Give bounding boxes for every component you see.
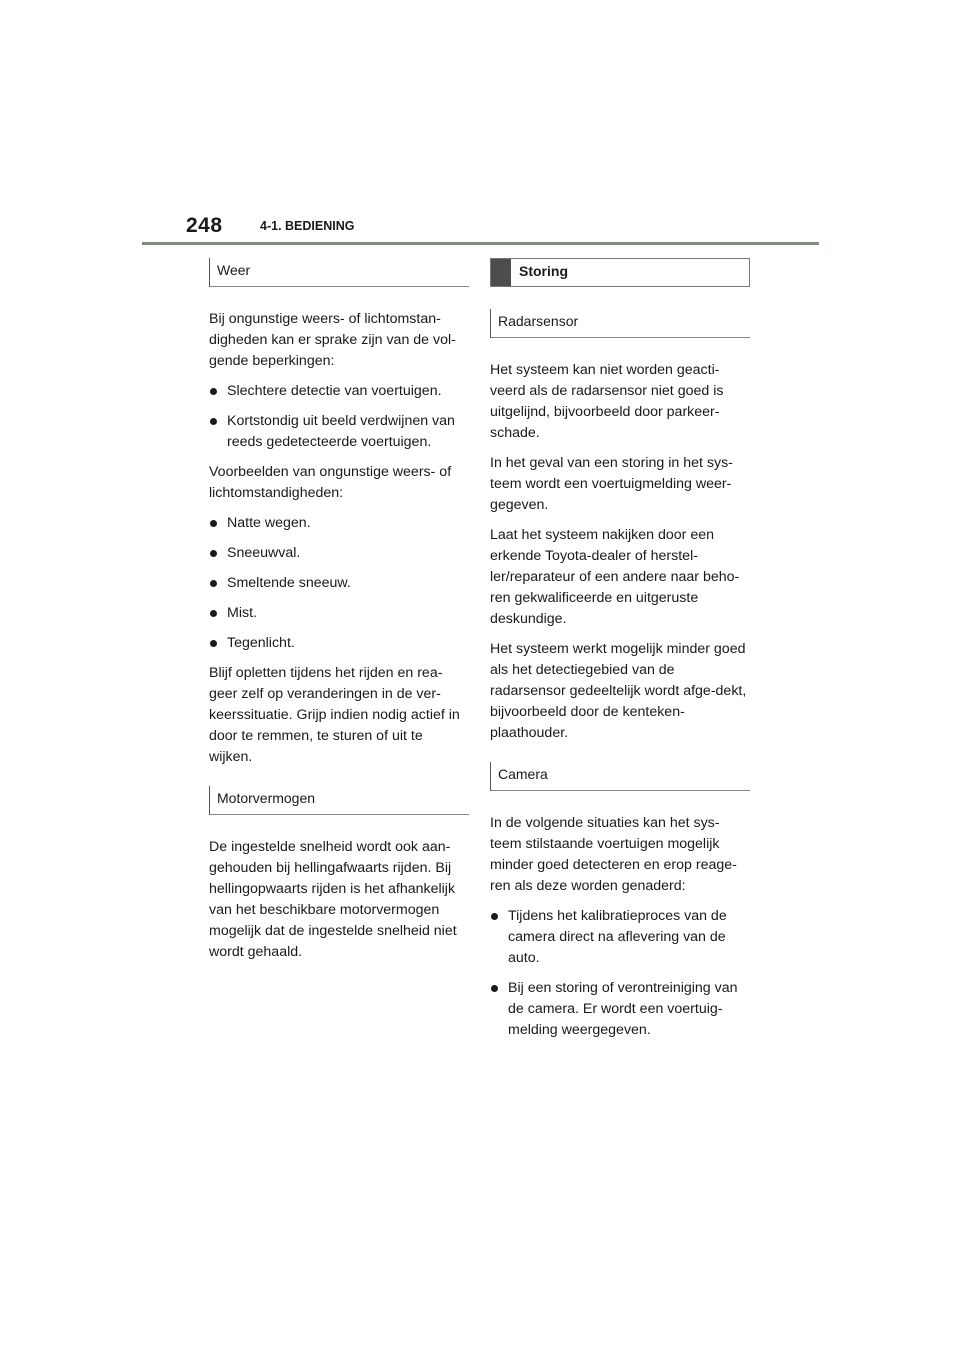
page-number: 248 bbox=[186, 214, 223, 237]
motor-heading bbox=[209, 786, 469, 815]
list-item-text: Tijdens het kalibratieproces van de camera direct na aflevering van de auto. bbox=[508, 908, 727, 966]
radar-paragraph: Laat het systeem nakijken door een erkende Toyota-dealer of herstel-ler/reparateur of een andere naar beho-ren gekwalificeerde en uitgeruste deskundige. bbox=[490, 527, 740, 627]
bullet-icon bbox=[491, 913, 498, 920]
motor-text: De ingestelde snelheid wordt ook aan-gehouden bij hellingafwaarts rijden. Bij hellingopwaarts rijden is het afhankelijk van het beschikbare motorvermogen mogelijk dat de ingestelde snelheid niet wordt gehaald. bbox=[209, 839, 457, 960]
radar-paragraph: Het systeem werkt mogelijk minder goed als het detectiegebied van de radarsensor gedeeltelijk wordt afge-dekt, bijvoorbeeld door de kenteken-plaathouder. bbox=[490, 641, 747, 741]
left-column bbox=[209, 258, 469, 972]
weer-heading-text: Weer bbox=[217, 262, 251, 278]
section-label: 4-1. BEDIENING bbox=[260, 219, 355, 233]
weer-closing: Blijf opletten tijdens het rijden en rea-geer zelf op veranderingen in de ver-keerssituatie. Grijp indien nodig actief in door te remmen, te sturen of uit te wijken. bbox=[209, 665, 460, 765]
bullet-icon bbox=[210, 580, 217, 587]
list-item-text: Slechtere detectie van voertuigen. bbox=[227, 383, 442, 399]
list-item bbox=[490, 978, 750, 1041]
radar-heading-text: Radarsensor bbox=[498, 313, 579, 329]
heading-bar bbox=[490, 309, 491, 338]
list-item-text: Natte wegen. bbox=[227, 515, 311, 531]
heading-bar bbox=[209, 786, 210, 815]
list-item-text: Bij een storing of verontreiniging van de camera. Er wordt een voertuig-melding weergegeven. bbox=[508, 980, 738, 1038]
radar-paragraph: Het systeem kan niet worden geacti-veerd als de radarsensor niet goed is uitgelijnd, bijvoorbeeld door parkeer-schade. bbox=[490, 362, 724, 441]
weer-intro: Bij ongunstige weers- of lichtomstan-digheden kan er sprake zijn van de vol-gende beperkingen: bbox=[209, 311, 456, 369]
right-column bbox=[490, 258, 750, 1050]
list-item bbox=[209, 381, 469, 402]
heading-bar bbox=[490, 762, 491, 791]
list-item bbox=[209, 543, 469, 564]
bullet-icon bbox=[491, 985, 498, 992]
list-item bbox=[209, 513, 469, 534]
weer-examples-intro: Voorbeelden van ongunstige weers- of lichtomstandigheden: bbox=[209, 464, 452, 501]
bullet-icon bbox=[210, 388, 217, 395]
list-item-text: Smeltende sneeuw. bbox=[227, 575, 351, 591]
list-item-text: Kortstondig uit beeld verdwijnen van reeds gedetecteerde voertuigen. bbox=[227, 413, 455, 450]
header-divider bbox=[142, 242, 819, 245]
radar-heading bbox=[490, 309, 750, 338]
list-item-text: Tegenlicht. bbox=[227, 635, 295, 651]
bullet-icon bbox=[210, 610, 217, 617]
bullet-icon bbox=[210, 550, 217, 557]
storing-heading-text: Storing bbox=[519, 263, 568, 279]
camera-heading bbox=[490, 762, 750, 791]
list-item-text: Mist. bbox=[227, 605, 257, 621]
bullet-icon bbox=[210, 418, 217, 425]
list-item bbox=[209, 411, 469, 453]
list-item bbox=[490, 906, 750, 969]
camera-intro: In de volgende situaties kan het sys-teem stilstaande voertuigen mogelijk minder goed detecteren en erop reage-ren als deze worden genaderd: bbox=[490, 815, 737, 894]
radar-paragraph: In het geval van een storing in het sys-teem wordt een voertuigmelding weer-gegeven. bbox=[490, 455, 733, 513]
heading-block bbox=[491, 259, 511, 286]
storing-heading bbox=[490, 258, 750, 287]
list-item bbox=[209, 573, 469, 594]
motor-heading-text: Motorvermogen bbox=[217, 790, 316, 806]
camera-heading-text: Camera bbox=[498, 766, 548, 782]
bullet-icon bbox=[210, 640, 217, 647]
list-item-text: Sneeuwval. bbox=[227, 545, 301, 561]
weer-heading bbox=[209, 258, 469, 287]
heading-bar bbox=[209, 258, 210, 287]
list-item bbox=[209, 603, 469, 624]
list-item bbox=[209, 633, 469, 654]
bullet-icon bbox=[210, 520, 217, 527]
